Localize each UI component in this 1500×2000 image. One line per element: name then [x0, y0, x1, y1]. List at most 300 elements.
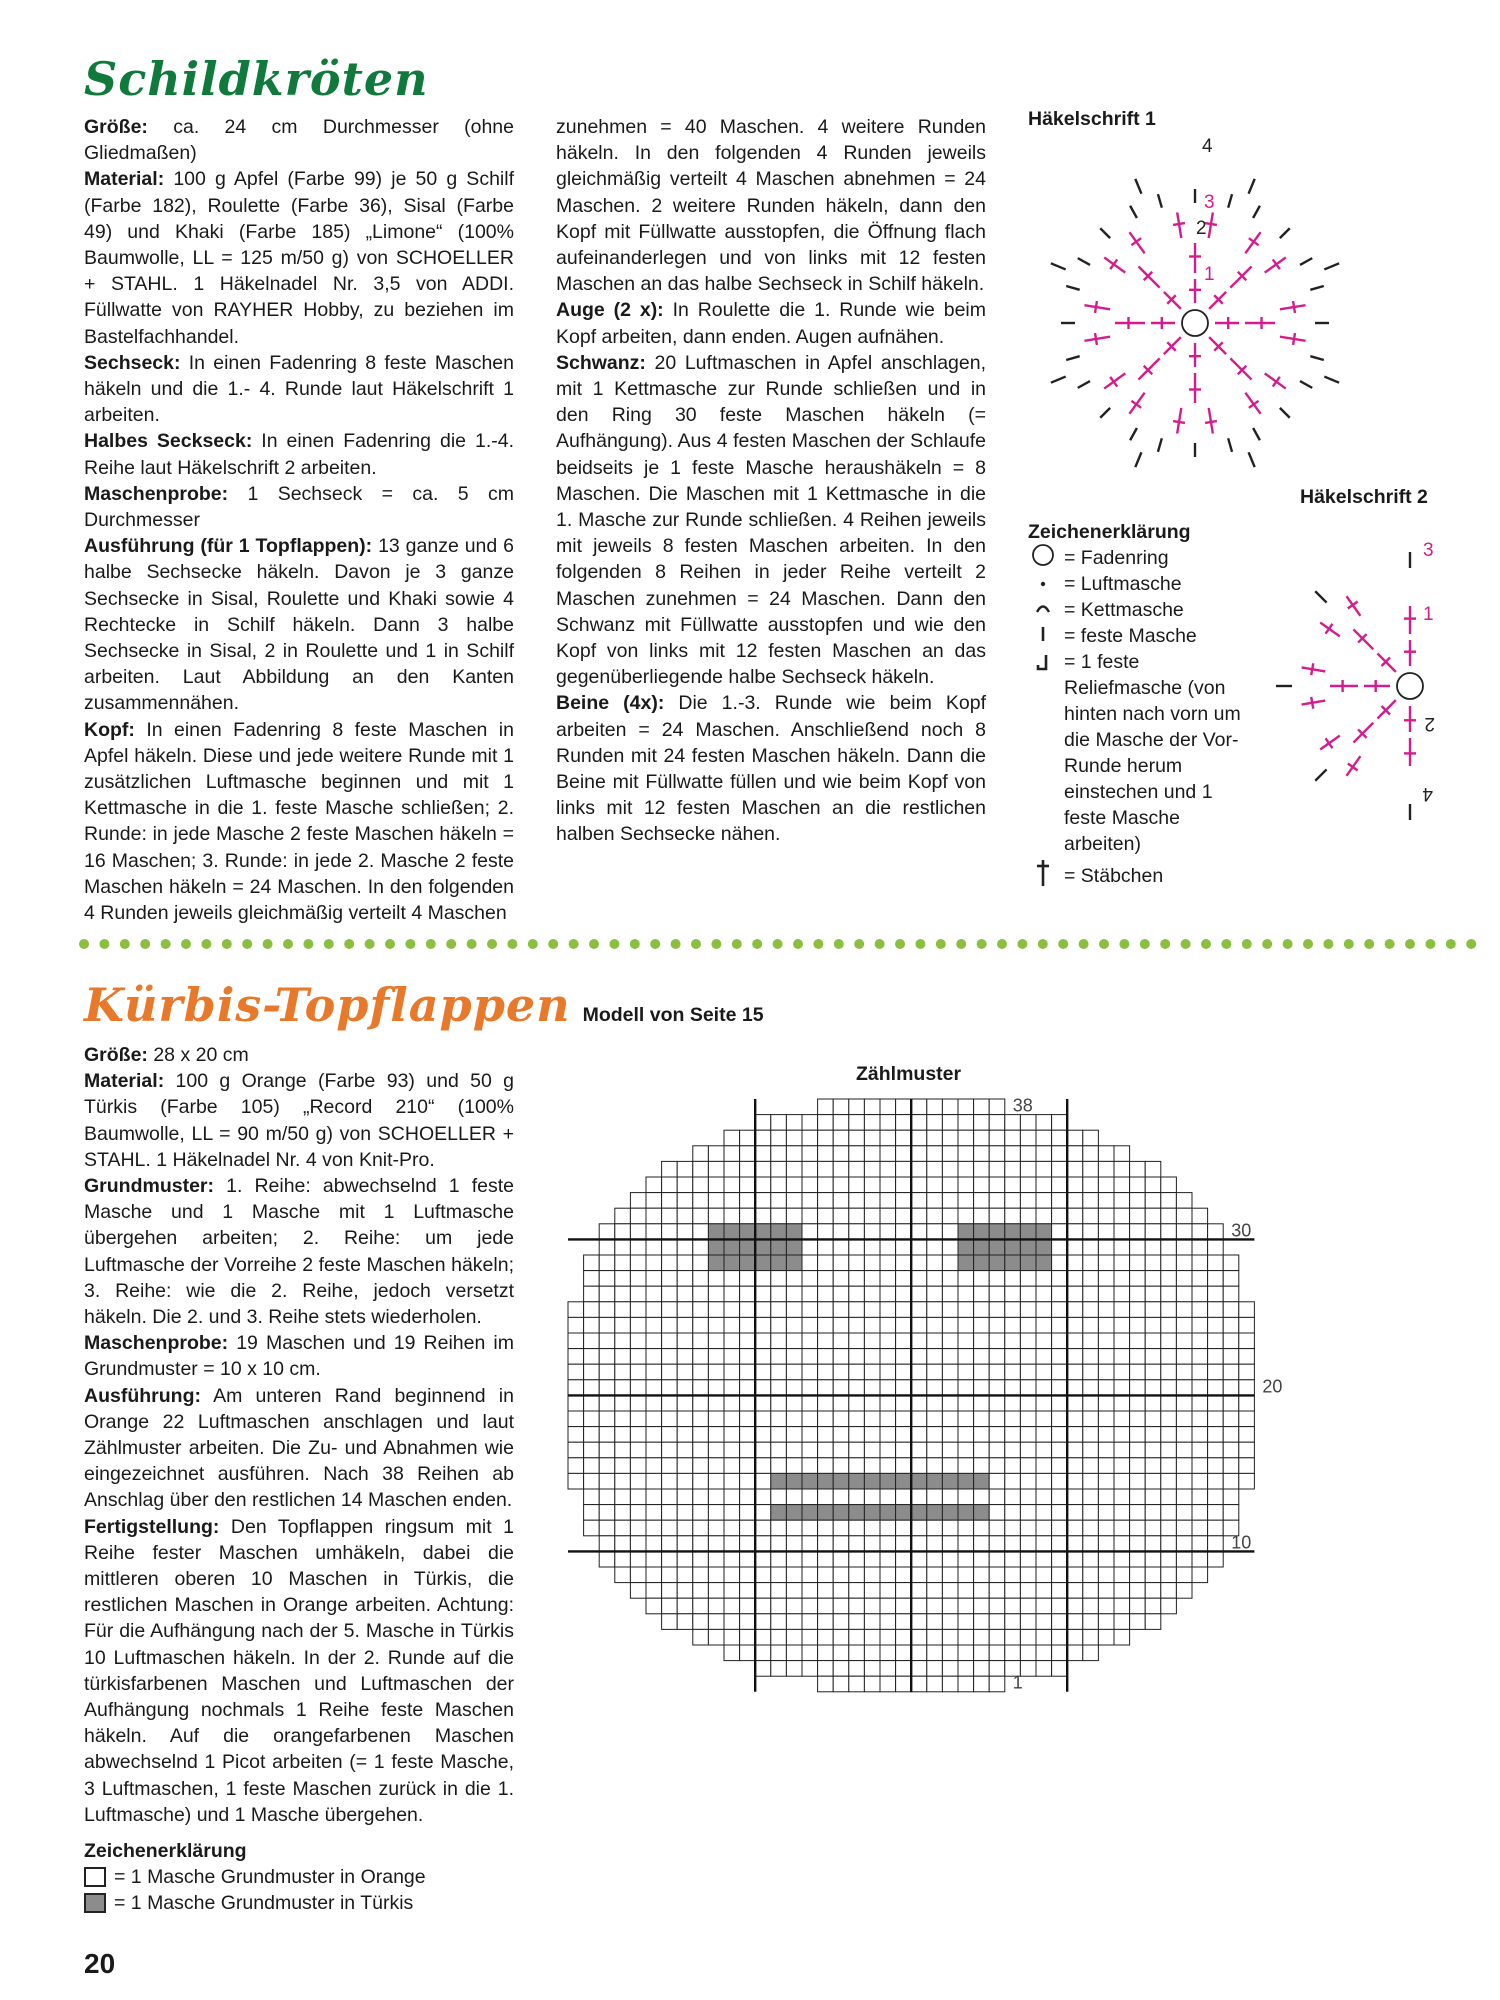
- grid-cell: [818, 1193, 834, 1209]
- grid-cell: [880, 1099, 896, 1115]
- grid-cell: [1067, 1551, 1083, 1567]
- grid-cell: [693, 1161, 709, 1177]
- grid-cell: [1145, 1317, 1161, 1333]
- grid-cell: [786, 1302, 802, 1318]
- grid-cell: [927, 1395, 943, 1411]
- grid-cell: [1052, 1115, 1068, 1131]
- grid-cell: [646, 1536, 662, 1552]
- grid-cell: [1020, 1161, 1036, 1177]
- grid-cell: [1036, 1442, 1052, 1458]
- grid-cell: [802, 1224, 818, 1240]
- grid-cell: [1020, 1536, 1036, 1552]
- stitch-dc-bar: [1273, 377, 1280, 387]
- grid-cell: [771, 1505, 787, 1521]
- grid-cell: [1083, 1536, 1099, 1552]
- grid-cell: [755, 1208, 771, 1224]
- grid-cell: [880, 1317, 896, 1333]
- grid-cell: [771, 1614, 787, 1630]
- grid-cell: [1083, 1458, 1099, 1474]
- grid-cell: [677, 1520, 693, 1536]
- grid-cell: [693, 1177, 709, 1193]
- stitch-sc: [1300, 381, 1312, 388]
- separator-dot: [79, 939, 89, 949]
- grid-cell: [864, 1333, 880, 1349]
- grid-cell: [1036, 1239, 1052, 1255]
- separator-dot: [1364, 939, 1374, 949]
- grid-cell: [1176, 1536, 1192, 1552]
- grid-cell: [646, 1286, 662, 1302]
- grid-cell: [833, 1598, 849, 1614]
- grid-cell: [1176, 1551, 1192, 1567]
- grid-cell: [1145, 1349, 1161, 1365]
- paragraph-text: 19 Maschen und 19 Reihen im Grundmuster = 10 x 10 cm.: [84, 1332, 514, 1381]
- section2-heading: [84, 978, 764, 1032]
- grid-cell: [1145, 1458, 1161, 1474]
- paragraph-label: Schwanz:: [556, 351, 646, 374]
- stitch-sc: [1135, 452, 1141, 467]
- grid-cell: [1208, 1364, 1224, 1380]
- grid-cell: [693, 1458, 709, 1474]
- grid-cell: [896, 1458, 912, 1474]
- grid-cell: [1036, 1551, 1052, 1567]
- grid-cell: [1176, 1224, 1192, 1240]
- grid-cell: [802, 1364, 818, 1380]
- separator-dot: [446, 939, 456, 949]
- grid-cell: [786, 1598, 802, 1614]
- grid-cell: [1114, 1567, 1130, 1583]
- grid-cell: [989, 1099, 1005, 1115]
- grid-cell: [880, 1442, 896, 1458]
- grid-cell: [568, 1317, 584, 1333]
- grid-cell: [833, 1146, 849, 1162]
- grid-cell: [989, 1427, 1005, 1443]
- grid-cell: [1145, 1224, 1161, 1240]
- grid-cell: [911, 1598, 927, 1614]
- grid-cell: [568, 1442, 584, 1458]
- grid-cell: [630, 1411, 646, 1427]
- grid-cell: [1020, 1146, 1036, 1162]
- grid-cell: [662, 1520, 678, 1536]
- paragraph-label: Ausführung (für 1 Topflappen):: [84, 535, 373, 558]
- stitch-dc: [1320, 622, 1340, 636]
- grid-cell: [1098, 1255, 1114, 1271]
- grid-cell: [1161, 1380, 1177, 1396]
- grid-cell: [927, 1380, 943, 1396]
- grid-cell: [615, 1411, 631, 1427]
- grid-cell: [880, 1676, 896, 1692]
- grid-cell: [927, 1567, 943, 1583]
- stitch-dc-bar: [1173, 421, 1185, 423]
- grid-cell: [724, 1551, 740, 1567]
- grid-cell: [693, 1520, 709, 1536]
- grid-cell: [1083, 1286, 1099, 1302]
- grid-cell: [1176, 1302, 1192, 1318]
- grid-cell: [1239, 1317, 1255, 1333]
- grid-cell: [1083, 1583, 1099, 1599]
- grid-cell: [864, 1614, 880, 1630]
- grid-cell: [833, 1458, 849, 1474]
- grid-cell: [755, 1349, 771, 1365]
- separator-dot: [1079, 939, 1089, 949]
- legend-title: Zeichenerklärung: [84, 1840, 247, 1862]
- grid-cell: [864, 1177, 880, 1193]
- grid-cell: [630, 1333, 646, 1349]
- stitch-sc: [1249, 452, 1255, 467]
- grid-cell: [740, 1411, 756, 1427]
- grid-cell: [927, 1317, 943, 1333]
- grid-cell: [1098, 1411, 1114, 1427]
- grid-cell: [1130, 1442, 1146, 1458]
- grid-cell: [693, 1598, 709, 1614]
- grid-cell: [1223, 1427, 1239, 1443]
- grid-cell: [911, 1130, 927, 1146]
- grid-cell: [708, 1271, 724, 1287]
- grid-cell: [911, 1442, 927, 1458]
- grid-cell: [896, 1364, 912, 1380]
- grid-cell: [662, 1239, 678, 1255]
- grid-cell: [771, 1364, 787, 1380]
- grid-cell: [1223, 1255, 1239, 1271]
- grid-cell: [662, 1614, 678, 1630]
- grid-cell: [708, 1317, 724, 1333]
- grid-cell: [958, 1146, 974, 1162]
- grid-cell: [1239, 1349, 1255, 1365]
- grid-cell: [1005, 1317, 1021, 1333]
- grid-cell: [911, 1364, 927, 1380]
- grid-cell: [1083, 1224, 1099, 1240]
- grid-cell: [818, 1130, 834, 1146]
- grid-cell: [833, 1505, 849, 1521]
- grid-cell: [755, 1255, 771, 1271]
- grid-cell: [974, 1536, 990, 1552]
- grid-cell: [755, 1317, 771, 1333]
- grid-cell: [1239, 1427, 1255, 1443]
- paragraph: [84, 166, 514, 349]
- grid-cell: [911, 1676, 927, 1692]
- grid-cell: [896, 1676, 912, 1692]
- grid-cell: [1052, 1395, 1068, 1411]
- grid-cell: [1020, 1567, 1036, 1583]
- grid-cell: [1098, 1333, 1114, 1349]
- grid-cell: [646, 1427, 662, 1443]
- grid-cell: [1145, 1208, 1161, 1224]
- grid-cell: [974, 1583, 990, 1599]
- grid-cell: [1036, 1317, 1052, 1333]
- grid-cell: [911, 1099, 927, 1115]
- grid-cell: [755, 1442, 771, 1458]
- grid-cell: [568, 1411, 584, 1427]
- grid-cell: [1083, 1380, 1099, 1396]
- grid-cell: [1176, 1520, 1192, 1536]
- grid-cell: [584, 1411, 600, 1427]
- grid-cell: [1114, 1395, 1130, 1411]
- stitch-sc: [1315, 769, 1326, 780]
- grid-cell: [1192, 1224, 1208, 1240]
- grid-cell: [802, 1411, 818, 1427]
- grid-cell: [724, 1161, 740, 1177]
- grid-cell: [958, 1520, 974, 1536]
- stitch-dc: [1377, 653, 1395, 671]
- grid-cell: [1239, 1395, 1255, 1411]
- separator-dot: [365, 939, 375, 949]
- grid-cell: [1145, 1286, 1161, 1302]
- grid-cell: [1239, 1333, 1255, 1349]
- stitch-sc: [1135, 179, 1141, 194]
- grid-cell: [974, 1395, 990, 1411]
- grid-cell: [974, 1302, 990, 1318]
- stitch-dc: [1245, 393, 1260, 414]
- grid-cell: [927, 1146, 943, 1162]
- grid-cell: [974, 1333, 990, 1349]
- grid-cell: [1223, 1442, 1239, 1458]
- grid-cell: [786, 1224, 802, 1240]
- grid-cell: [662, 1551, 678, 1567]
- grid-cell: [802, 1349, 818, 1365]
- separator-dot: [528, 939, 538, 949]
- grid-cell: [1052, 1427, 1068, 1443]
- grid-cell: [989, 1271, 1005, 1287]
- grid-cell: [833, 1551, 849, 1567]
- grid-cell: [786, 1551, 802, 1567]
- grid-cell: [615, 1442, 631, 1458]
- grid-cell: [1067, 1286, 1083, 1302]
- grid-cell: [1036, 1302, 1052, 1318]
- grid-cell: [911, 1536, 927, 1552]
- grid-cell: [911, 1193, 927, 1209]
- grid-cell: [662, 1489, 678, 1505]
- grid-cell: [864, 1302, 880, 1318]
- grid-cell: [1036, 1458, 1052, 1474]
- grid-cell: [849, 1349, 865, 1365]
- grid-cell: [1145, 1442, 1161, 1458]
- grid-cell: [1036, 1614, 1052, 1630]
- grid-cell: [974, 1146, 990, 1162]
- grid-cell: [802, 1161, 818, 1177]
- grid-cell: [818, 1099, 834, 1115]
- grid-cell: [630, 1286, 646, 1302]
- grid-cell: [677, 1177, 693, 1193]
- grid-cell: [755, 1239, 771, 1255]
- grid-cell: [786, 1161, 802, 1177]
- grid-cell: [1005, 1302, 1021, 1318]
- grid-cell: [911, 1224, 927, 1240]
- grid-cell: [1114, 1520, 1130, 1536]
- grid-cell: [740, 1536, 756, 1552]
- grid-cell: [786, 1505, 802, 1521]
- grid-cell: [1067, 1333, 1083, 1349]
- grid-cell: [677, 1505, 693, 1521]
- grid-cell: [677, 1536, 693, 1552]
- paragraph-text: In einen Fadenring 8 feste Maschen in Apfel häkeln. Diese und jede weitere Runde mit 1 zusätzlichen Luftmasche beginnen und mit 1 Kettmasche in die 1. feste Masche schließen; 2. Runde: in jede Masche 2 feste Maschen häkeln = 16 Maschen; 3. Runde: in jede 2. Masche 2 feste Maschen häkeln = 24 Maschen. In den folgenden 4 Runden jeweils gleichmäßig verteilt 4 Maschen: [84, 718, 514, 925]
- grid-cell: [1161, 1583, 1177, 1599]
- grid-cell: [1067, 1411, 1083, 1427]
- stitch-dc-bar: [1326, 624, 1333, 634]
- grid-cell: [584, 1271, 600, 1287]
- separator-dot: [569, 939, 579, 949]
- paragraph-text: Am unteren Rand beginnend in Orange 22 Luftmaschen anschlagen und laut Zählmuster arbeiten. Die Zu- und Abnahmen wie eingezeichnet ausführen. Nach 38 Reihen ab Anschlag über den restlichen 14 Maschen enden.: [84, 1384, 514, 1512]
- grid-cell: [1130, 1395, 1146, 1411]
- grid-cell: [630, 1271, 646, 1287]
- grid-cell: [1161, 1208, 1177, 1224]
- grid-cell: [1098, 1317, 1114, 1333]
- grid-cell: [864, 1661, 880, 1677]
- grid-cell: [864, 1536, 880, 1552]
- grid-cell: [708, 1614, 724, 1630]
- grid-cell: [771, 1645, 787, 1661]
- grid-cell: [568, 1395, 584, 1411]
- separator-dot: [773, 939, 783, 949]
- grid-cell: [942, 1427, 958, 1443]
- grid-cell: [1176, 1458, 1192, 1474]
- tuerkis-swatch: [84, 1893, 106, 1913]
- grid-cell: [1036, 1427, 1052, 1443]
- stitch-sc: [1100, 408, 1110, 418]
- grid-cell: [958, 1349, 974, 1365]
- grid-cell: [1036, 1161, 1052, 1177]
- grid-cell: [880, 1130, 896, 1146]
- stitch-dc-bar: [1110, 259, 1117, 269]
- grid-cell: [1176, 1567, 1192, 1583]
- grid-cell: [974, 1473, 990, 1489]
- separator-dot: [201, 939, 211, 949]
- grid-cell: [1130, 1411, 1146, 1427]
- grid-cell: [849, 1286, 865, 1302]
- grid-cell: [771, 1520, 787, 1536]
- grid-cell: [646, 1208, 662, 1224]
- grid-cell: [740, 1224, 756, 1240]
- grid-cell: [1067, 1380, 1083, 1396]
- grid-cell: [927, 1645, 943, 1661]
- grid-cell: [599, 1489, 615, 1505]
- grid-cell: [974, 1239, 990, 1255]
- grid-cell: [818, 1208, 834, 1224]
- grid-cell: [896, 1239, 912, 1255]
- grid-cell: [1067, 1427, 1083, 1443]
- grid-cell: [974, 1380, 990, 1396]
- grid-cell: [896, 1427, 912, 1443]
- grid-cell: [849, 1380, 865, 1396]
- grid-cell: [740, 1427, 756, 1443]
- grid-cell: [989, 1520, 1005, 1536]
- grid-cell: [1114, 1286, 1130, 1302]
- grid-cell: [584, 1520, 600, 1536]
- grid-cell: [896, 1411, 912, 1427]
- grid-cell: [1114, 1333, 1130, 1349]
- grid-cell: [1098, 1161, 1114, 1177]
- grid-cell: [677, 1427, 693, 1443]
- grid-cell: [786, 1333, 802, 1349]
- grid-cell: [677, 1473, 693, 1489]
- grid-cell: [1208, 1239, 1224, 1255]
- grid-cell: [880, 1271, 896, 1287]
- grid-cell: [911, 1177, 927, 1193]
- grid-cell: [1052, 1505, 1068, 1521]
- stitch-sc: [1228, 194, 1232, 207]
- grid-cell: [1083, 1161, 1099, 1177]
- paragraph-label: Maschenprobe:: [84, 482, 229, 505]
- grid-cell: [942, 1645, 958, 1661]
- grid-cell: [646, 1567, 662, 1583]
- grid-cell: [802, 1520, 818, 1536]
- grid-cell: [599, 1271, 615, 1287]
- grid-cell: [864, 1505, 880, 1521]
- grid-cell: [724, 1193, 740, 1209]
- grid-cell: [1020, 1286, 1036, 1302]
- grid-cell: [693, 1567, 709, 1583]
- grid-cell: [771, 1629, 787, 1645]
- grid-cell: [896, 1536, 912, 1552]
- grid-cell: [708, 1380, 724, 1396]
- grid-cell: [849, 1302, 865, 1318]
- grid-cell: [724, 1224, 740, 1240]
- grid-cell: [1083, 1255, 1099, 1271]
- grid-cell: [662, 1598, 678, 1614]
- grid-cell: [1098, 1614, 1114, 1630]
- grid-cell: [1083, 1302, 1099, 1318]
- grid-cell: [974, 1349, 990, 1365]
- section2-title: Kürbis-Topflappen: [84, 978, 571, 1032]
- grid-cell: [599, 1520, 615, 1536]
- grid-cell: [1005, 1458, 1021, 1474]
- grid-cell: [942, 1208, 958, 1224]
- grid-cell: [1005, 1536, 1021, 1552]
- grid-cell: [849, 1473, 865, 1489]
- grid-cell: [989, 1302, 1005, 1318]
- grid-cell: [708, 1193, 724, 1209]
- stitch-dc-bar: [1273, 259, 1280, 269]
- grid-cell: [1036, 1583, 1052, 1599]
- grid-cell: [911, 1115, 927, 1131]
- grid-cell: [755, 1193, 771, 1209]
- separator-dot: [1344, 939, 1354, 949]
- grid-cell: [1239, 1442, 1255, 1458]
- grid-cell: [942, 1333, 958, 1349]
- grid-cell: [1192, 1551, 1208, 1567]
- paragraph-label: Grundmuster:: [84, 1175, 215, 1198]
- grid-cell: [662, 1161, 678, 1177]
- grid-cell: [1036, 1411, 1052, 1427]
- grid-cell: [708, 1411, 724, 1427]
- grid-cell: [989, 1177, 1005, 1193]
- grid-cell: [818, 1380, 834, 1396]
- grid-cell: [989, 1489, 1005, 1505]
- grid-cell: [818, 1177, 834, 1193]
- grid-cell: [896, 1271, 912, 1287]
- grid-cell: [974, 1271, 990, 1287]
- grid-cell: [864, 1411, 880, 1427]
- grid-cell: [974, 1208, 990, 1224]
- grid-cell: [1176, 1349, 1192, 1365]
- grid-cell: [1005, 1505, 1021, 1521]
- grid-cell: [568, 1473, 584, 1489]
- grid-cell: [771, 1208, 787, 1224]
- grid-cell: [1067, 1458, 1083, 1474]
- grid-cell: [724, 1645, 740, 1661]
- grid-cell: [755, 1224, 771, 1240]
- paragraph-text: 100 g Orange (Farbe 93) und 50 g Türkis (Farbe 105) „Record 210“ (100% Baumwolle, LL = 90 m/50 g) von SCHOELLER + STAHL. 1 Häkelnadel Nr. 4 von Knit-Pro.: [84, 1070, 514, 1171]
- grid-cell: [662, 1317, 678, 1333]
- grid-cell: [818, 1473, 834, 1489]
- grid-cell: [599, 1473, 615, 1489]
- grid-cell: [989, 1146, 1005, 1162]
- stitch-dc-bar: [1311, 663, 1313, 675]
- separator-dot: [548, 939, 558, 949]
- grid-cell: [896, 1349, 912, 1365]
- grid-cell: [630, 1302, 646, 1318]
- grid-cell: [1208, 1505, 1224, 1521]
- separator-dot: [977, 939, 987, 949]
- stitch-sc: [1100, 228, 1110, 238]
